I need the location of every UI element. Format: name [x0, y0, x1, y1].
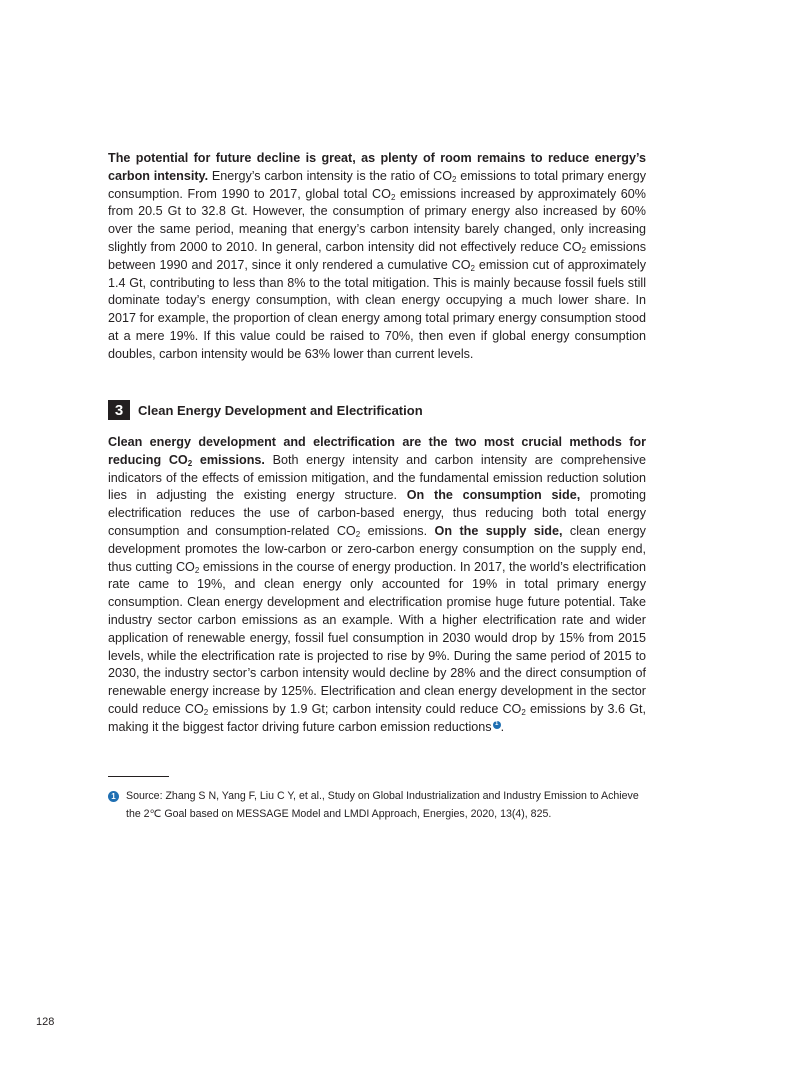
text-run: emissions increased by approximately 60% from 20.5 Gt to 32.8 Gt. However, the consumption of primary energy also increased by 60% over the same period, meaning that energy’s carbon intensity barely changed, only increasing slightly from 2000 to 2010. In general, carbon intensity did not effectively reduce CO — [108, 186, 646, 254]
footnote-divider — [108, 776, 169, 777]
paragraph-lead: The potential for future decline is great, as plenty of room remains to reduce energy’s carbon intensity. — [108, 151, 646, 183]
subscript: 2 — [470, 263, 475, 273]
bold-phrase: On the consumption side, — [406, 488, 581, 503]
section-number-badge: 3 — [108, 400, 130, 420]
text-run: emissions. — [192, 452, 265, 467]
text-run: Clean energy development and electrification are the two most crucial methods for reducing CO — [108, 435, 646, 467]
text-run: emissions in the course of energy production. In 2017, the world’s electrification rate came to 19%, and clean energy only accounted for 19% in total primary energy consumption. Clean energy development and electrification promise huge future potential. Take industry sector carbon emissions as an example. With a higher electrification rate and wider application of renewable energy, fossil fuel consumption in 2030 would drop by 15% from 2015 levels, while the electrification rate is projected to rise by 9%. During the same period of 2015 to 2030, the industry sector’s carbon intensity would decline by 28% and the direct consumption of renewable energy increase by 125%. Electrification and clean energy development in the sector could reduce CO — [108, 559, 646, 716]
text-run: clean energy development promotes the low-carbon or zero-carbon energy consumption on the supply end, thus cutting CO — [108, 523, 646, 574]
text-run: promoting electrification reduces the use of carbon-based energy, thus reducing both total energy consumption and consumption-related CO — [108, 488, 646, 538]
paragraph-clean-energy — [108, 434, 646, 737]
subscript: 2 — [194, 565, 200, 575]
subscript: 2 — [521, 707, 526, 717]
subscript: 2 — [390, 192, 396, 202]
footnote-text: Source: Zhang S N, Yang F, Liu C Y, et al., Study on Global Industrialization and Industry Emission to Achieve the 2℃ Goal based on MESSAGE Model and LMDI Approach, Energies, 2020, 13(4), 825. — [126, 790, 639, 820]
paragraph-text — [108, 434, 646, 737]
text-run: . — [500, 719, 505, 734]
section-title: Clean Energy Development and Electrification — [138, 402, 423, 418]
footnote — [108, 788, 648, 823]
text-run: emissions by 1.9 Gt; carbon intensity could reduce CO — [208, 701, 522, 716]
footnote-reference-icon[interactable]: 1 — [493, 721, 501, 729]
text-run: emissions by 3.6 Gt, making it the biggest factor driving future carbon emission reductions — [108, 701, 646, 734]
text-run: emissions. — [360, 523, 435, 538]
subscript: 2 — [203, 707, 209, 717]
bold-phrase: On the supply side, — [434, 523, 563, 538]
page-number: 128 — [36, 1016, 55, 1028]
subscript: 2 — [187, 458, 193, 468]
subscript: 2 — [355, 529, 361, 539]
section-heading — [108, 400, 646, 420]
text-run: emissions between 1990 and 2017, since it only rendered a cumulative CO — [108, 239, 646, 272]
subscript: 2 — [581, 245, 587, 255]
text-run: Both energy intensity and carbon intensity are comprehensive indicators of the effects of emission mitigation, and the fundamental emission reduction solution lies in adjusting the existing energy structure. — [108, 452, 646, 503]
text-run: emission cut of approximately 1.4 Gt, contributing to less than 8% to the total mitigation. This is mainly because fossil fuels still dominate today’s energy consumption, with clean energy occupying a much lower share. In 2017 for example, the proportion of clean energy among total primary energy consumption stood at a mere 19%. If this value could be raised to 70%, then even if global energy consumption doubles, carbon intensity would be 63% lower than current levels. — [108, 257, 647, 361]
subscript: 2 — [452, 174, 457, 184]
text-run: emissions to total primary energy consumption. From 1990 to 2017, global total CO — [108, 168, 646, 201]
footnote-number-icon: 1 — [108, 791, 119, 802]
paragraph-carbon-intensity — [108, 150, 646, 364]
text-run: Energy’s carbon intensity is the ratio of CO — [208, 168, 453, 183]
paragraph-text — [108, 150, 646, 364]
